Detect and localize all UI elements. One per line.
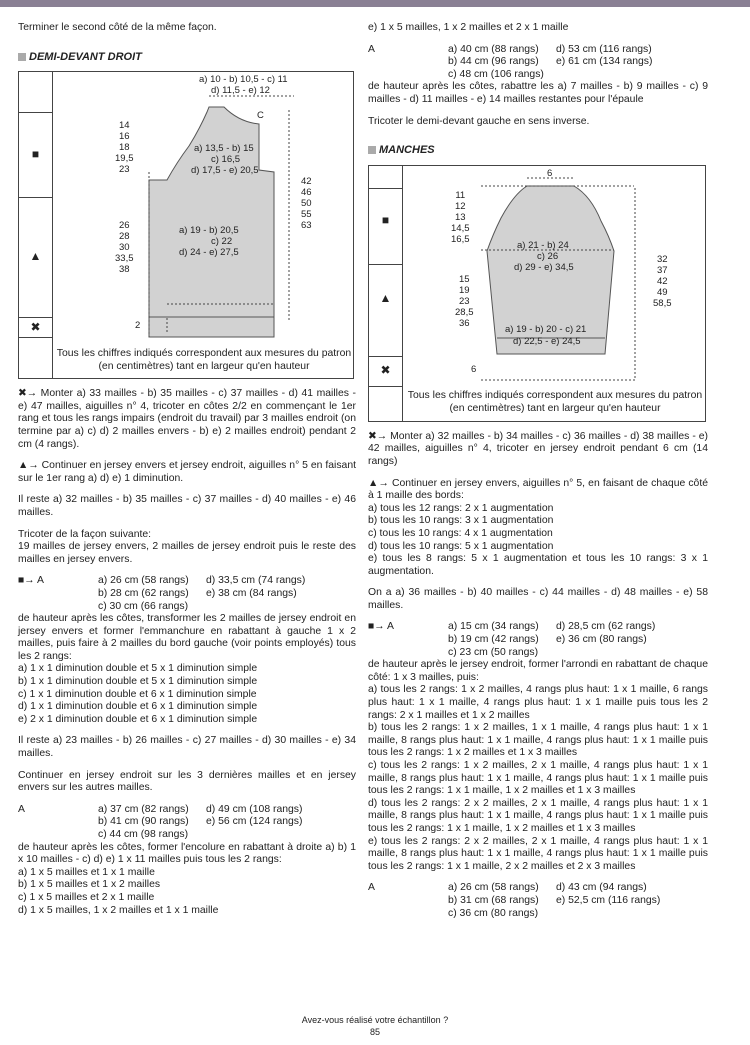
- triangle-marker-icon: ▲: [379, 290, 392, 305]
- measure-row: ■→ A a) 26 cm (58 rangs) d) 33,5 cm (74 rangs): [18, 575, 306, 587]
- measure-row: ■→ A a) 15 cm (34 rangs) d) 28,5 cm (62 rangs): [368, 621, 656, 633]
- page-number: 85: [369, 1027, 380, 1037]
- sleeve-cap-paragraph: de hauteur après le jersey endroit, former l'arrondi en rabattant de chaque côté: 1 x 3 mailles, puis:: [368, 659, 708, 683]
- neck-width-label-2: d) 11,5 - e) 12: [211, 85, 270, 97]
- left-column: [18, 22, 356, 917]
- list-item: d) 1 x 5 mailles, 1 x 2 mailles et 1 x 1 maille: [18, 904, 219, 916]
- width-upper-1: a) 21 - b) 24: [517, 239, 569, 251]
- list-item: e) tous les 8 rangs: 5 x 1 augmentation et tous les 10 rangs: 3 x 1 augmentation.: [368, 553, 708, 577]
- list-item: c) tous les 2 rangs: 1 x 2 mailles, 2 x 1 maille, 4 rangs plus haut: 1 x 1 maille, 8 rangs plus haut: 1 x 1 maille, 4 rangs plus haut: 1 x 1 maille puis tous les 2 rangs: 1 x 1 maille, 1 x 2 mailles et 1 x 3 mailles: [368, 760, 708, 797]
- sleeve-increase-paragraph: ▲→ Continuer en jersey envers, aiguilles n° 5, en faisant de chaque côté à 1 maille des bords:: [368, 477, 708, 502]
- list-item: e) 1 x 5 mailles, 1 x 2 mailles et 2 x 1 maille: [368, 22, 569, 33]
- sleeve-heights-label: 15 19 23 28,5 36: [455, 273, 474, 329]
- diagram-caption: Tous les chiffres indiqués correspondent aux mesures du patron (en centimètres) tant en largeur qu'en hauteur: [407, 389, 703, 414]
- right-column: [368, 22, 708, 920]
- cast-on-paragraph: ✖→ Monter a) 33 mailles - b) 35 mailles - c) 37 mailles - d) 41 mailles - e) 47 mailles, aiguilles n° 4, tricoter en côtes 2/2 en commençant le 1er rang et tous les rangs impairs (endroit du travail) par 3 mailles endroit (on termine par a) c) d) 2 mailles envers - b) e) 2 mailles endroit) pendant 2 cm (4 rangs).: [18, 388, 356, 450]
- cap-width-label: 6: [547, 167, 553, 179]
- armhole-heights-label: 14 16 18 19,5 23: [115, 120, 134, 176]
- front-diagram: [18, 71, 354, 379]
- sleeve-diagram: [368, 165, 706, 422]
- list-item: a) tous les 12 rangs: 2 x 1 augmentation: [368, 502, 554, 514]
- remaining-after-armhole: Il reste a) 23 mailles - b) 26 mailles - c) 27 mailles - d) 30 mailles - e) 34 mailles.: [18, 735, 356, 760]
- measure-row: A a) 40 cm (88 rangs) d) 53 cm (116 rangs): [368, 43, 652, 55]
- square-bullet-icon: [368, 146, 376, 154]
- list-item: d) 1 x 1 diminution double et 6 x 1 diminution simple: [18, 701, 258, 713]
- total-heights-label: 32 37 42 49 58,5: [653, 253, 672, 309]
- width-lower-1: a) 19 - b) 20,5: [179, 225, 239, 237]
- width-lower-1: a) 19 - b) 20 - c) 21: [505, 323, 587, 335]
- list-item: a) 1 x 1 diminution double et 5 x 1 diminution simple: [18, 663, 258, 675]
- cross-marker-icon: ✖: [30, 320, 41, 335]
- diagram-caption: Tous les chiffres indiqués correspondent aux mesures du patron (en centimètres) tant en largeur qu'en hauteur: [56, 348, 352, 373]
- width-lower-3: d) 24 - e) 27,5: [179, 247, 239, 259]
- intro-text: Terminer le second côté de la même façon.: [18, 22, 217, 33]
- stockinette-paragraph: ▲→ Continuer en jersey envers et jersey endroit, aiguilles n° 5 en faisant sur le 1er rang a) d) e) 1 diminution.: [18, 460, 356, 484]
- cross-marker-icon: ✖: [380, 362, 391, 377]
- triangle-marker-icon: ▲: [29, 249, 42, 264]
- cap-heights-label: 11 12 13 14,5 16,5: [451, 189, 470, 245]
- section-header-sleeves: [368, 144, 708, 157]
- measure-row: b) 41 cm (90 rangs) e) 56 cm (124 rangs): [98, 816, 303, 828]
- measure-row: A a) 26 cm (58 rangs) d) 43 cm (94 rangs): [368, 882, 647, 894]
- list-item: d) tous les 10 rangs: 5 x 1 augmentation: [368, 540, 554, 552]
- rib-height-label: 2: [135, 320, 141, 332]
- section-header-front: [18, 51, 356, 64]
- list-item: c) 1 x 1 diminution double et 6 x 1 diminution simple: [18, 688, 257, 700]
- neck-width-label: a) 10 - b) 10,5 - c) 11: [199, 74, 288, 86]
- width-lower-2: d) 22,5 - e) 24,5: [513, 335, 581, 347]
- square-marker-icon: ■: [31, 147, 40, 162]
- list-item: b) tous les 2 rangs: 1 x 2 mailles, 1 x 1 maille, 4 rangs plus haut: 1 x 1 maille, 8 rangs plus haut: 1 x 1 maille, 4 rangs plus haut: 1 x 1 maille puis tous les 2 rangs: 1 x 2 mailles et 1 x 3 mailles: [368, 722, 708, 759]
- footer-question: Avez-vous réalisé votre échantillon ?: [301, 1015, 449, 1025]
- stitch-count-paragraph: On a a) 36 mailles - b) 40 mailles - c) 44 mailles - d) 48 mailles - e) 58 mailles.: [368, 587, 708, 611]
- width-upper-3: d) 17,5 - e) 20,5: [191, 165, 259, 177]
- width-upper-2: c) 16,5: [211, 154, 241, 166]
- left-front-note: Tricoter le demi-devant gauche en sens inverse.: [368, 115, 590, 127]
- width-upper-1: a) 13,5 - b) 15: [194, 143, 254, 155]
- top-band: [0, 0, 750, 7]
- point-c-label: C: [257, 110, 264, 122]
- measure-row: c) 44 cm (98 rangs): [98, 829, 189, 840]
- list-item: e) 2 x 1 diminution double et 6 x 1 diminution simple: [18, 713, 258, 725]
- measure-row: b) 19 cm (42 rangs) e) 36 cm (80 rangs): [448, 634, 647, 646]
- pattern-description: 19 mailles de jersey envers, 2 mailles de jersey endroit puis le reste des mailles en jersey envers.: [18, 541, 356, 565]
- measure-row: b) 44 cm (96 rangs) e) 61 cm (134 rangs): [448, 56, 653, 68]
- width-lower-2: c) 22: [211, 236, 233, 248]
- neckline-paragraph: de hauteur après les côtes, former l'encolure en rabattant à droite a) b) 1 x 10 mailles - c) d) e) 1 x 11 mailles puis tous les 2 rangs:: [18, 841, 356, 866]
- measure-row: c) 23 cm (50 rangs): [448, 646, 539, 658]
- rib-height-label: 6: [471, 363, 477, 375]
- measure-row: c) 36 cm (80 rangs): [448, 907, 539, 919]
- list-item: a) tous les 2 rangs: 1 x 2 mailles, 4 rangs plus haut: 1 x 1 maille, 6 rangs plus haut: 1 x 1 maille, 4 rangs plus haut: 1 x 1 maille puis tous les 2 rangs: 2 x 1 mailles et 1 x 2 mailles: [368, 684, 708, 721]
- armhole-paragraph: de hauteur après les côtes, transformer les 2 mailles de jersey endroit en jersey envers et former l'emmanchure en rabattant à gauche 1 x 2 mailles, puis faire à 2 mailles du bord gauche (voir points employés) tous les 2 rangs:: [18, 613, 356, 662]
- list-item: b) 1 x 5 mailles et 1 x 2 mailles: [18, 879, 161, 891]
- list-item: e) tous les 2 rangs: 2 x 2 mailles, 2 x 1 maille, 4 rangs plus haut: 1 x 1 maille, 8 rangs plus haut: 1 x 1 maille, 4 rangs plus haut: 1 x 1 maille puis tous les 2 rangs: 1 x 1 maille, 2 x 2 mailles et 2 x 3 mailles: [368, 835, 708, 872]
- total-heights-label: 42 46 50 55 63: [301, 176, 312, 232]
- section-title: DEMI-DEVANT DROIT: [29, 50, 142, 63]
- list-item: b) 1 x 1 diminution double et 5 x 1 diminution simple: [18, 676, 258, 688]
- pattern-intro: Tricoter de la façon suivante:: [18, 528, 152, 540]
- sleeve-cast-on-paragraph: ✖→ Monter a) 32 mailles - b) 34 mailles - c) 36 mailles - d) 38 mailles - e) 42 mailles, aiguilles n° 4, tricoter en jersey endroit pendant 6 cm (14 rangs): [368, 430, 708, 467]
- remaining-stitches-paragraph: Il reste a) 32 mailles - b) 35 mailles - c) 37 mailles - d) 40 mailles - e) 46 mailles.: [18, 494, 356, 518]
- measure-row: c) 30 cm (66 rangs): [98, 600, 189, 612]
- list-item: d) tous les 2 rangs: 2 x 2 mailles, 2 x 1 maille, 4 rangs plus haut: 1 x 1 maille, 8 rangs plus haut: 1 x 1 maille, 4 rangs plus haut: 1 x 1 maille puis tous les 2 rangs: 1 x 1 maille, 1 x 2 mailles et 1 x 3 mailles: [368, 797, 708, 834]
- continue-paragraph: Continuer en jersey endroit sur les 3 dernières mailles et en jersey envers sur les autres mailles.: [18, 769, 356, 794]
- body-heights-label: 26 28 30 33,5 38: [115, 220, 134, 276]
- measure-row: c) 48 cm (106 rangs): [448, 68, 544, 80]
- shoulder-paragraph: de hauteur après les côtes, rabattre les a) 7 mailles - b) 9 mailles - c) 9 mailles - d) 11 mailles - e) 14 mailles restantes pour l'épaule: [368, 81, 708, 105]
- width-upper-3: d) 29 - e) 34,5: [514, 261, 574, 273]
- list-item: c) 1 x 5 mailles et 2 x 1 maille: [18, 891, 155, 903]
- width-upper-2: c) 26: [537, 250, 559, 262]
- square-bullet-icon: [18, 53, 26, 61]
- list-item: c) tous les 10 rangs: 4 x 1 augmentation: [368, 527, 553, 539]
- measure-row: A a) 37 cm (82 rangs) d) 49 cm (108 rangs): [18, 803, 303, 815]
- square-marker-icon: ■: [381, 212, 390, 227]
- section-title: MANCHES: [379, 144, 435, 157]
- list-item: a) 1 x 5 mailles et 1 x 1 maille: [18, 866, 155, 878]
- list-item: b) tous les 10 rangs: 3 x 1 augmentation: [368, 515, 554, 527]
- measure-row: b) 31 cm (68 rangs) e) 52,5 cm (116 rangs): [448, 894, 661, 906]
- measure-row: b) 28 cm (62 rangs) e) 38 cm (84 rangs): [98, 587, 297, 599]
